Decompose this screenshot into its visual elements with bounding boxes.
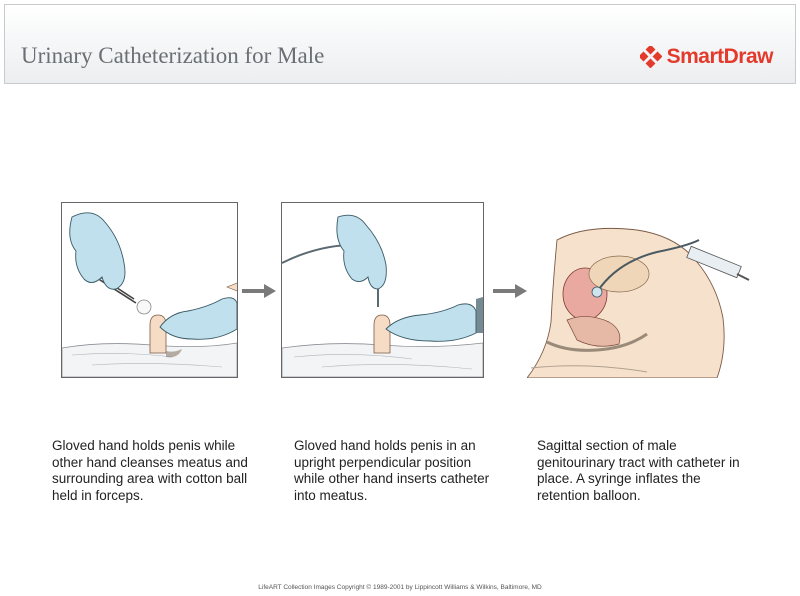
- page-title: Urinary Catheterization for Male: [21, 43, 325, 68]
- diamond-cluster-icon: [640, 46, 662, 68]
- caption-step-2: Gloved hand holds penis in an upright perpendicular position while other hand inserts catheter into meatus.: [294, 438, 490, 503]
- illustration-insertion: [281, 202, 484, 378]
- copyright-footer: LifeART Collection Images Copyright © 1989-2001 by Lippincott Williams & Wilkins, Baltimore, MD: [258, 584, 542, 591]
- step-arrow-1: [242, 284, 276, 303]
- illustration-sagittal-section: [527, 222, 755, 378]
- header-bar: [4, 4, 796, 84]
- caption-step-1: Gloved hand holds penis while other hand cleanses meatus and surrounding area with cotton ball held in forceps.: [52, 438, 248, 503]
- logo-text: SmartDraw: [666, 45, 773, 68]
- caption-step-3: Sagittal section of male genitourinary tract with catheter in place. A syringe inflates the retention balloon.: [537, 438, 740, 503]
- smartdraw-logo: [640, 45, 773, 69]
- step-arrow-2: [493, 284, 527, 303]
- illustration-cleansing: [61, 202, 238, 378]
